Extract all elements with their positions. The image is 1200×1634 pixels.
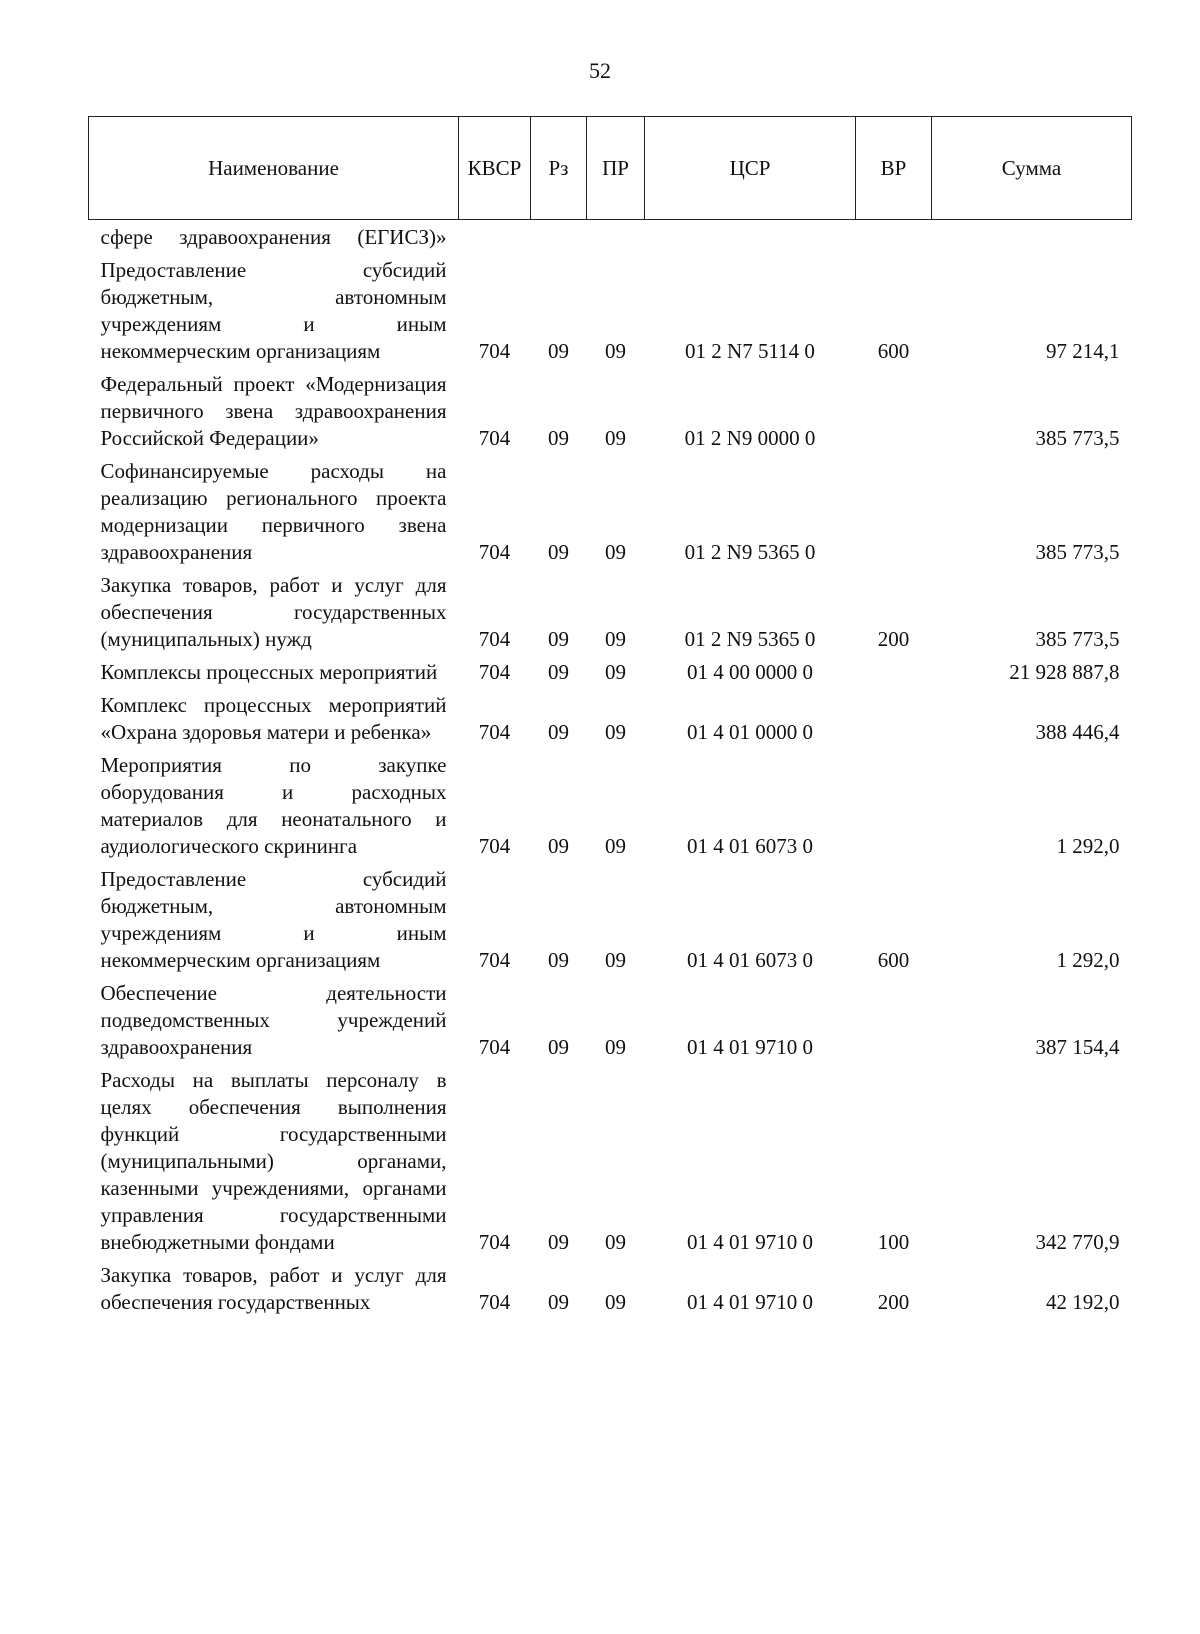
- row-kvsr: 704: [478, 660, 511, 684]
- row-csr: 01 4 01 6073 0: [687, 834, 813, 858]
- row-vr: [856, 454, 932, 568]
- row-sum: 388 446,4: [1035, 720, 1120, 744]
- row-rz: 09: [548, 1290, 569, 1314]
- row-csr: 01 2 N9 5365 0: [684, 627, 816, 651]
- row-name: Федеральный проект «Модернизация первичного звена здравоохранения Российской Федерации»: [100, 372, 447, 450]
- row-kvsr: 704: [478, 1230, 511, 1254]
- table-row: [89, 1063, 1132, 1258]
- row-kvsr: 704: [478, 720, 511, 744]
- row-name: сфере здравоохранения (ЕГИСЗ)»: [100, 225, 447, 249]
- row-vr: 600: [877, 948, 910, 972]
- table-row: [89, 688, 1132, 748]
- row-name: Закупка товаров, работ и услуг для обеспечения государственных: [100, 1263, 447, 1314]
- row-pr: 09: [605, 660, 626, 684]
- row-csr: 01 4 01 9710 0: [687, 1035, 813, 1059]
- table-row: [89, 862, 1132, 976]
- row-pr: 09: [605, 1290, 626, 1314]
- row-name: Предоставление субсидий бюджетным, автономным учреждениям и иным некоммерческим организациям: [100, 258, 447, 363]
- table-body: [89, 220, 1132, 1319]
- header-csr: ЦСР: [645, 117, 856, 220]
- row-kvsr: 704: [478, 426, 511, 450]
- row-sum: 21 928 887,8: [1009, 660, 1120, 684]
- header-name: Наименование: [89, 117, 459, 220]
- row-pr: 09: [605, 1230, 626, 1254]
- row-kvsr: 704: [478, 627, 511, 651]
- row-pr: 09: [605, 720, 626, 744]
- row-name: Комплекс процессных мероприятий «Охрана здоровья матери и ребенка»: [100, 693, 447, 744]
- header-rz: Рз: [531, 117, 587, 220]
- table-row: [89, 1258, 1132, 1318]
- row-vr: 600: [877, 339, 910, 363]
- table-row: [89, 568, 1132, 655]
- row-sum: 385 773,5: [1035, 426, 1120, 450]
- row-pr: 09: [605, 627, 626, 651]
- table-row: [89, 748, 1132, 862]
- row-sum: 385 773,5: [1035, 627, 1120, 651]
- row-rz: 09: [548, 1035, 569, 1059]
- row-kvsr: [459, 220, 531, 254]
- row-csr: 01 2 N7 5114 0: [685, 339, 815, 363]
- row-kvsr: 704: [478, 948, 511, 972]
- row-rz: 09: [548, 339, 569, 363]
- row-vr: 200: [877, 1290, 910, 1314]
- page-number: 52: [589, 58, 611, 83]
- table-header-row: [89, 117, 1132, 220]
- row-kvsr: 704: [478, 834, 511, 858]
- row-vr: [856, 655, 932, 688]
- row-csr: 01 4 01 0000 0: [687, 720, 813, 744]
- row-csr: [645, 220, 856, 254]
- row-pr: 09: [605, 339, 626, 363]
- row-csr: 01 4 00 0000 0: [687, 660, 813, 684]
- row-rz: 09: [548, 627, 569, 651]
- table-row: [89, 454, 1132, 568]
- row-vr: 100: [877, 1230, 910, 1254]
- row-vr: 200: [877, 627, 910, 651]
- table-row: [89, 655, 1132, 688]
- header-pr: ПР: [587, 117, 645, 220]
- header-kvsr: КВСР: [459, 117, 531, 220]
- row-pr: 09: [605, 540, 626, 564]
- table-row: [89, 253, 1132, 367]
- row-vr: [856, 688, 932, 748]
- row-sum: 1 292,0: [1056, 834, 1120, 858]
- row-csr: 01 2 N9 5365 0: [684, 540, 816, 564]
- row-name: Софинансируемые расходы на реализацию регионального проекта модернизации первичного звена здравоохранения: [100, 459, 447, 564]
- row-kvsr: 704: [478, 1035, 511, 1059]
- row-rz: 09: [548, 1230, 569, 1254]
- row-sum: 1 292,0: [1056, 948, 1120, 972]
- row-rz: 09: [548, 834, 569, 858]
- row-rz: [531, 220, 587, 254]
- row-sum: 387 154,4: [1035, 1035, 1120, 1059]
- row-sum: 42 192,0: [1046, 1290, 1120, 1314]
- row-pr: 09: [605, 1035, 626, 1059]
- row-name: Мероприятия по закупке оборудования и расходных материалов для неонатального и аудиологического скрининга: [100, 753, 447, 858]
- row-kvsr: 704: [478, 540, 511, 564]
- row-rz: 09: [548, 720, 569, 744]
- row-vr: [856, 976, 932, 1063]
- row-pr: 09: [605, 948, 626, 972]
- row-csr: 01 4 01 9710 0: [687, 1290, 813, 1314]
- row-pr: 09: [605, 834, 626, 858]
- row-rz: 09: [548, 948, 569, 972]
- row-rz: 09: [548, 426, 569, 450]
- row-csr: 01 4 01 9710 0: [687, 1230, 813, 1254]
- row-sum: [932, 220, 1132, 254]
- row-vr: [856, 220, 932, 254]
- header-vr: ВР: [856, 117, 932, 220]
- row-pr: 09: [605, 426, 626, 450]
- row-csr: 01 2 N9 0000 0: [684, 426, 816, 450]
- row-sum: 97 214,1: [1046, 339, 1120, 363]
- row-rz: 09: [548, 540, 569, 564]
- row-name: Расходы на выплаты персоналу в целях обеспечения выполнения функций государственными (муниципальными) органами, казенными учреждениями, органами управления государственными внебюджетными фондами: [100, 1068, 447, 1254]
- header-sum: Сумма: [932, 117, 1132, 220]
- row-vr: [856, 367, 932, 454]
- row-name: Предоставление субсидий бюджетным, автономным учреждениям и иным некоммерческим организациям: [100, 867, 447, 972]
- row-kvsr: 704: [478, 1290, 511, 1314]
- row-name: Закупка товаров, работ и услуг для обеспечения государственных (муниципальных) нужд: [100, 573, 447, 651]
- row-name: Комплексы процессных мероприятий: [100, 660, 438, 684]
- row-vr: [856, 748, 932, 862]
- row-pr: [587, 220, 645, 254]
- row-rz: 09: [548, 660, 569, 684]
- row-sum: 385 773,5: [1035, 540, 1120, 564]
- row-kvsr: 704: [478, 339, 511, 363]
- row-name: Обеспечение деятельности подведомственных учреждений здравоохранения: [100, 981, 447, 1059]
- table-row: [89, 367, 1132, 454]
- budget-table: [88, 116, 1132, 1318]
- table-row: [89, 976, 1132, 1063]
- row-csr: 01 4 01 6073 0: [687, 948, 813, 972]
- table-row: [89, 220, 1132, 254]
- row-sum: 342 770,9: [1035, 1230, 1120, 1254]
